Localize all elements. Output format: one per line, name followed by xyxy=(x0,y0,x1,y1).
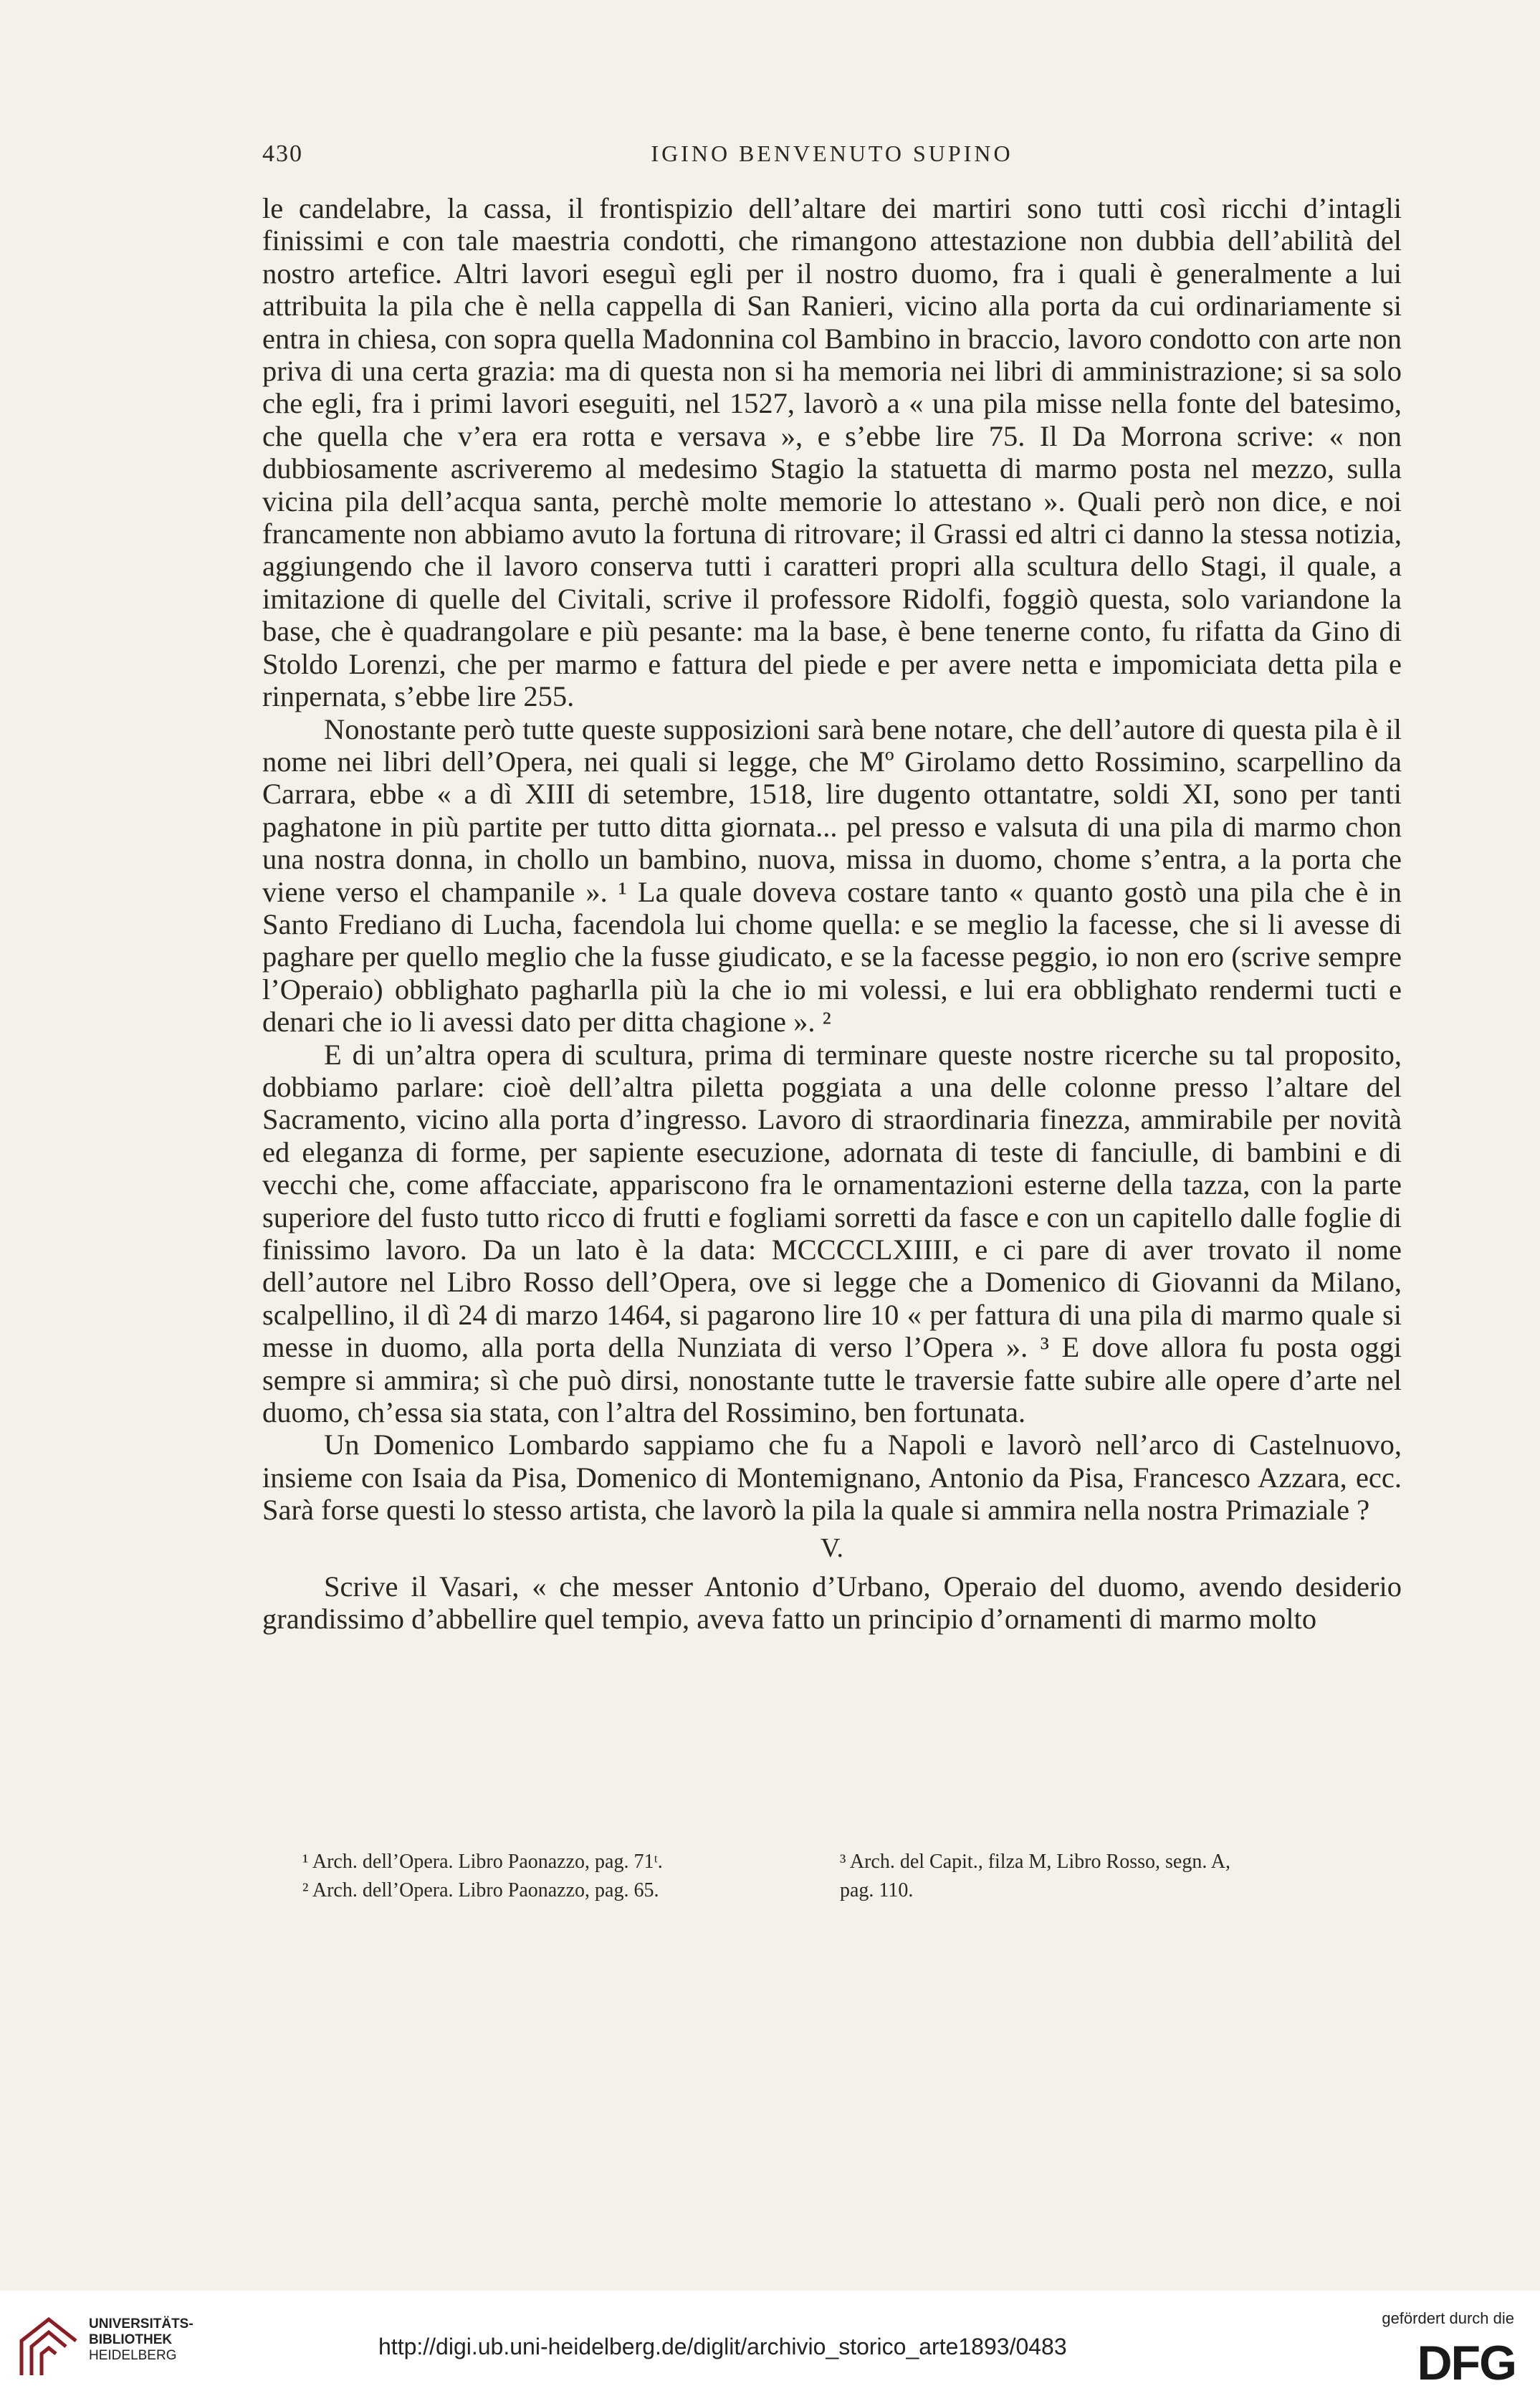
digitization-url-link[interactable]: http://digi.ub.uni-heidelberg.de/diglit/archivio_storico_arte1893/0483 xyxy=(378,2334,1067,2359)
paragraph: Un Domenico Lombardo sappiamo che fu a Napoli e lavorò nell’arco di Castelnuovo, insieme con Isaia da Pisa, Domenico di Montemignano, Antonio da Pisa, Francesco Azzara, ecc. Sarà forse questi lo stesso artista, che lavorò la pila la quale si ammira nella nostra Primaziale ? xyxy=(262,1428,1402,1527)
footnotes-left-column xyxy=(302,1848,818,1905)
university-library-logo-icon xyxy=(14,2312,83,2381)
page-number: 430 xyxy=(262,140,303,167)
paragraph: le candelabre, la cassa, il frontispizio dell’altare dei martiri sono tutti così ricchi d’intagli finissimi e con tale maestria condotti, che rimangono attestazione non dubbia dell’abilità del nostro artefice. Altri lavori eseguì egli per il nostro duomo, fra i quali è generalmente a lui attribuita la pila che è nella cappella di San Ranieri, vicino alla porta da cui ordinariamente si entra in chiesa, con sopra quella Madonnina col Bambino in braccio, lavoro condotto con arte non priva di una certa grazia: ma di questa non si ha memoria nei libri di amministrazione; si sa solo che egli, fra i primi lavori eseguiti, nel 1527, lavorò a « una pila misse nella fonte del batesimo, che quella che v’era era rotta e versava », e s’ebbe lire 75. Il Da Morrona scrive: « non dubbiosamente ascriveremo al medesimo Stagio la statuetta di marmo posta nel mezzo, sulla vicina pila dell’acqua santa, perchè molte memorie lo attestano ». Quali però non dice, e noi francamente non abbiamo avuto la fortuna di ritrovare; il Grassi ed altri ci danno la stessa notizia, aggiungendo che il lavoro conserva tutti i caratteri propri alla scultura dello Stagi, il quale, a imitazione di quelle del Civitali, scrive il professore Ridolfi, foggiò questa, solo variandone la base, che è quadrangolare e più pesante: ma la base, è bene tenerne conto, fu rifatta da Gino di Stoldo Lorenzi, che per marmo e fattura del piede e per avere netta e impomiciata detta pila e rinpernata, s’ebbe lire 255. xyxy=(262,192,1402,713)
paragraph: Nonostante però tutte queste supposizioni sarà bene notare, che dell’autore di questa pila è il nome nei libri dell’Opera, nei quali si legge, che Mº Girolamo detto Rossimino, scarpellino da Carrara, ebbe « a dì XIII di setembre, 1518, lire dugento ottantatre, soldi XI, sono per tanti paghatone in più partite per tutto ditta giornata... pel presso e valsuta di una pila di marmo chon una nostra donna, in chollo un bambino, nuova, missa in duomo, chome s’entra, a la porta che viene verso el champanile ». ¹ La quale doveva costare tanto « quanto gostò una pila che è in Santo Frediano di Lucha, facendola lui chome quella: e se meglio la facesse, che si li avesse di paghare per quello meglio che la fusse giudicato, e se la facesse peggio, io non ero (scrive sempre l’Operaio) obblighato pagharlla più la che io mi volessi, e lui era obblighato rendermi tucti e denari che io li avessi dato per ditta chagione ». ² xyxy=(262,712,1402,1039)
footnote-continuation: pag. 110. xyxy=(840,1879,914,1901)
footnotes xyxy=(262,1848,1402,1905)
running-head: IGINO BENVENUTO SUPINO xyxy=(651,140,1013,166)
funding-note: gefördert durch die xyxy=(1382,2309,1514,2327)
digitization-footer xyxy=(0,2291,1540,2391)
section-heading: V. xyxy=(820,1532,844,1563)
footnotes-right-column xyxy=(840,1848,1402,1905)
paragraph: E di un’altra opera di scultura, prima di terminare queste nostre ricerche su tal proposito, dobbiamo parlare: cioè dell’altra piletta poggiata a una delle colonne presso l’altare del Sacramento, vicino alla porta d’ingresso. Lavoro di straordinaria finezza, ammirabile per novità ed eleganza di forme, per sapiente esecuzione, adornata di teste di fanciulle, di bambini e di vecchi che, come affacciate, appariscono fra le ornamentazioni esterne della tazza, con la parte superiore del fusto tutto ricco di frutti e fogliami sorretti da fasce e con un capitello dalle foglie di finissimo lavoro. Da un lato è la data: MCCCCLXIIII, e ci pare di aver trovato il nome dell’autore nel Libro Rosso dell’Opera, ove si legge che a Domenico di Giovanni da Milano, scalpellino, il dì 24 di marzo 1464, si pagarono lire 10 « per fattura di una pila di marmo quale si messe in duomo, alla porta della Nunziata di verso l’Opera ». ³ E dove allora fu posta oggi sempre si ammira; sì che può dirsi, nonostante tutte le traversie fatte subire alle opere d’arte nel duomo, ch’essa sia stata, con l’altra del Rossimino, ben fortunata. xyxy=(262,1038,1402,1429)
footnote: ² Arch. dell’Opera. Libro Paonazzo, pag. 65. xyxy=(302,1879,659,1901)
dfg-logo-icon: DFG xyxy=(1417,2336,1516,2390)
footnote: ³ Arch. del Capit., filza M, Libro Rosso, segn. A, xyxy=(840,1851,1231,1873)
paragraph: Scrive il Vasari, « che messer Antonio d’Urbano, Operaio del duomo, avendo desiderio grandissimo d’abbellire quel tempio, aveva fatto un principio d’ornamenti di marmo molto xyxy=(262,1570,1402,1636)
footnote: ¹ Arch. dell’Opera. Libro Paonazzo, pag. 71ᵗ. xyxy=(302,1851,663,1873)
university-library-name: UNIVERSITÄTS- BIBLIOTHEK HEIDELBERG xyxy=(89,2316,193,2363)
body-text xyxy=(262,192,1402,1636)
page-header xyxy=(262,140,1402,176)
